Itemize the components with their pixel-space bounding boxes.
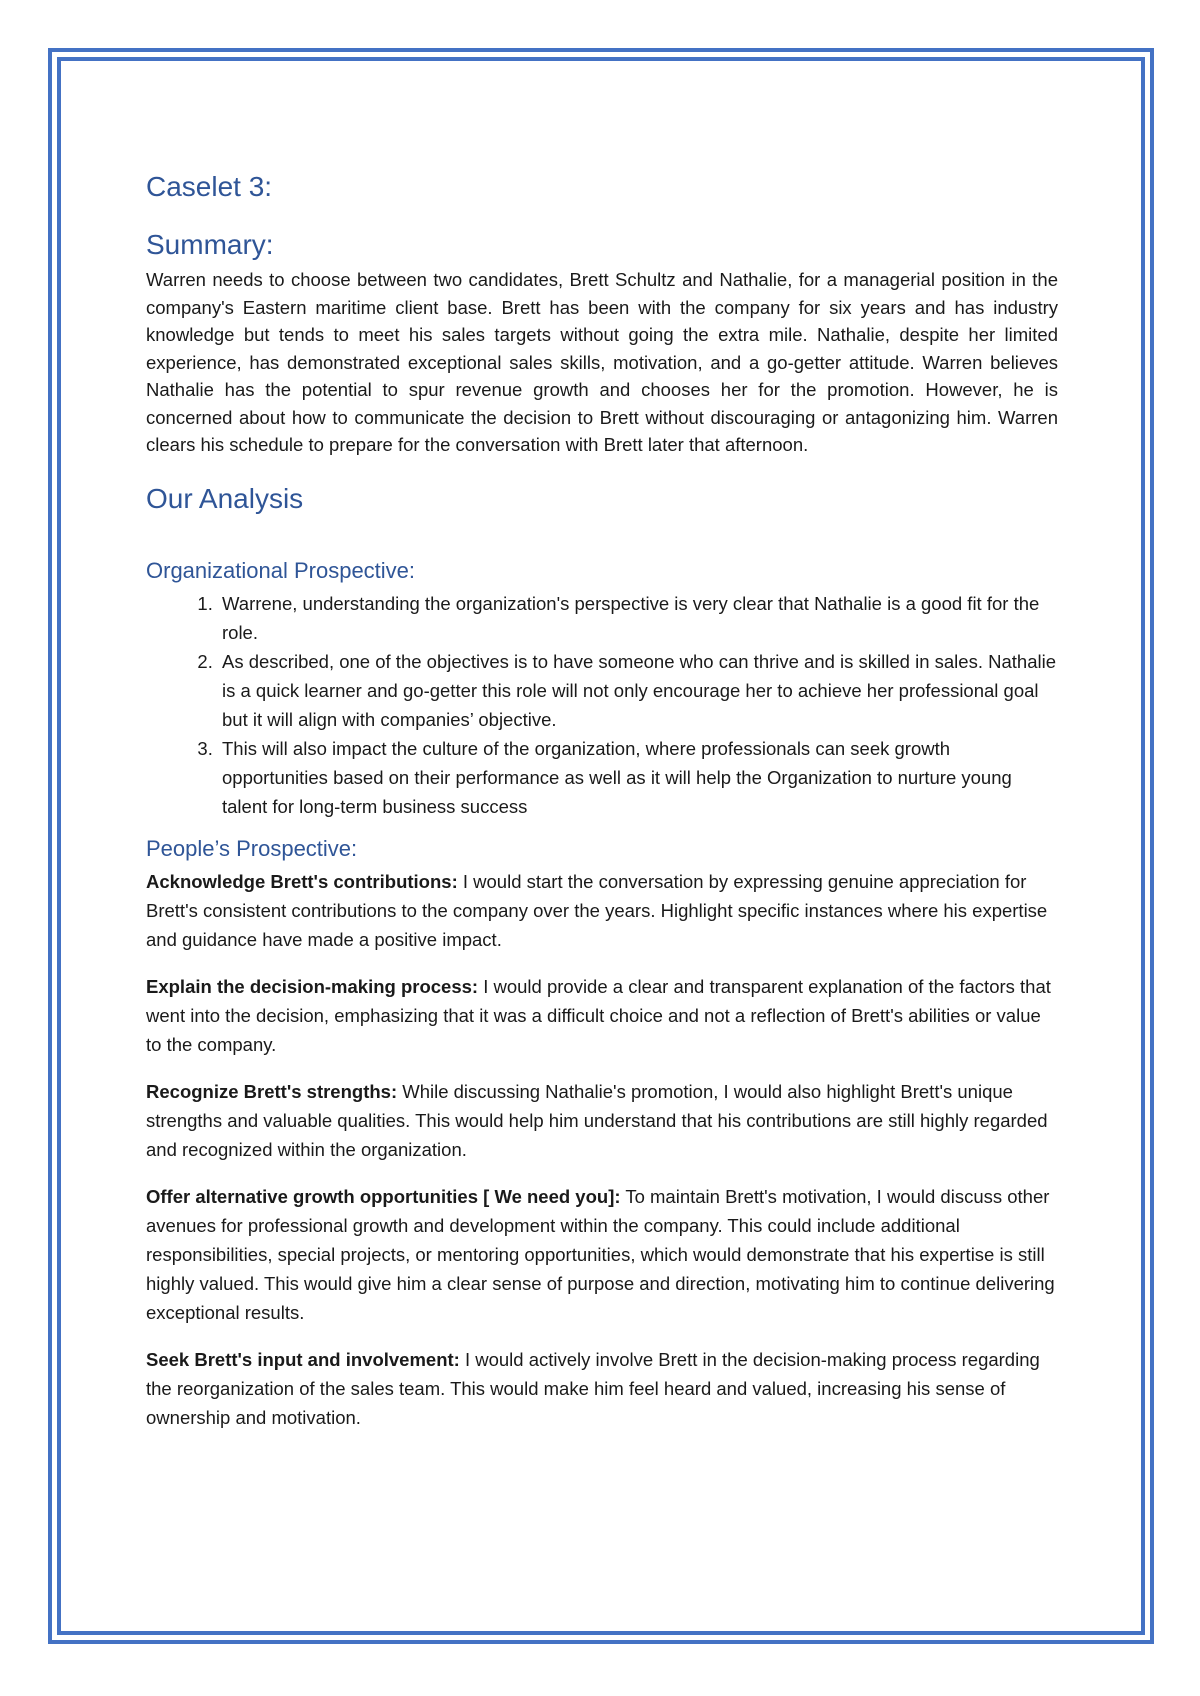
people-point-text: I would actively involve Brett in the decision-making process regarding the reorganization of the sales team. This would make him feel heard and valued, increasing his sense of ownership and motivation. (146, 1348, 1040, 1428)
caselet-title: Caselet 3: (146, 171, 273, 202)
people-point-text: While discussing Nathalie's promotion, I would also highlight Brett's unique strengths and valuable qualities. This would help him understand that his contributions are still highly regarded and recognized within the organization. (146, 1080, 1048, 1160)
summary-heading: Summary: (146, 229, 274, 260)
people-point-lead: Acknowledge Brett's contributions: (146, 870, 458, 892)
people-point (146, 1345, 1058, 1432)
people-point-lead: Recognize Brett's strengths: (146, 1080, 398, 1102)
organizational-list (146, 589, 1058, 821)
people-point-text: To maintain Brett's motivation, I would discuss other avenues for professional growth and development within the company. This could include additional responsibilities, special projects, or mentoring opportunities, which would demonstrate that his expertise is still highly valued. This would give him a clear sense of purpose and direction, motivating him to continue delivering exceptional results. (146, 1185, 1055, 1323)
people-point (146, 972, 1058, 1059)
analysis-heading: Our Analysis (146, 482, 304, 514)
people-point-lead: Offer alternative growth opportunities [ We need you]: (146, 1185, 621, 1207)
organizational-heading: Organizational Prospective: (146, 557, 416, 583)
summary-paragraph: Warren needs to choose between two candidates, Brett Schultz and Nathalie, for a managerial position in the company's Eastern maritime client base. Brett has been with the company for six years and has industry knowledge but tends to meet his sales targets without going the extra mile. Nathalie, despite her limited experience, has demonstrated exceptional sales skills, motivation, and a go-getter attitude. Warren believes Nathalie has the potential to spur revenue growth and chooses her for the promotion. However, he is concerned about how to communicate the decision to Brett without discouraging or antagonizing him. Warren clears his schedule to prepare for the conversation with Brett later that afternoon. (146, 269, 1058, 455)
people-point-lead: Seek Brett's input and involvement: (146, 1348, 460, 1370)
list-item: 1. Warrene, understanding the organization's perspective is very clear that Nathalie is a good fit for the role. (218, 589, 1058, 647)
people-point-text: I would start the conversation by expressing genuine appreciation for Brett's consistent contributions to the company over the years. Highlight specific instances where his expertise and guidance have made a positive impact. (146, 870, 1048, 950)
list-item: 2. As described, one of the objectives is to have someone who can thrive and is skilled in sales. Nathalie is a quick learner and go-getter this role will not only encourage her to achieve her professional goal but it will align with companies’ objective. (218, 647, 1058, 734)
list-item: 3. This will also impact the culture of the organization, where professionals can seek growth opportunities based on their performance as well as it will help the Organization to nurture young talent for long-term business success (218, 734, 1058, 821)
people-point-lead: Explain the decision-making process: (146, 975, 479, 997)
people-point (146, 1077, 1058, 1164)
people-point (146, 1182, 1058, 1327)
people-heading: People’s Prospective: (146, 835, 358, 861)
people-point-text: I would provide a clear and transparent explanation of the factors that went into the decision, emphasizing that it was a difficult choice and not a reflection of Brett's abilities or value to the company. (146, 975, 1051, 1055)
people-point (146, 867, 1058, 954)
document-body (146, 170, 1058, 1450)
